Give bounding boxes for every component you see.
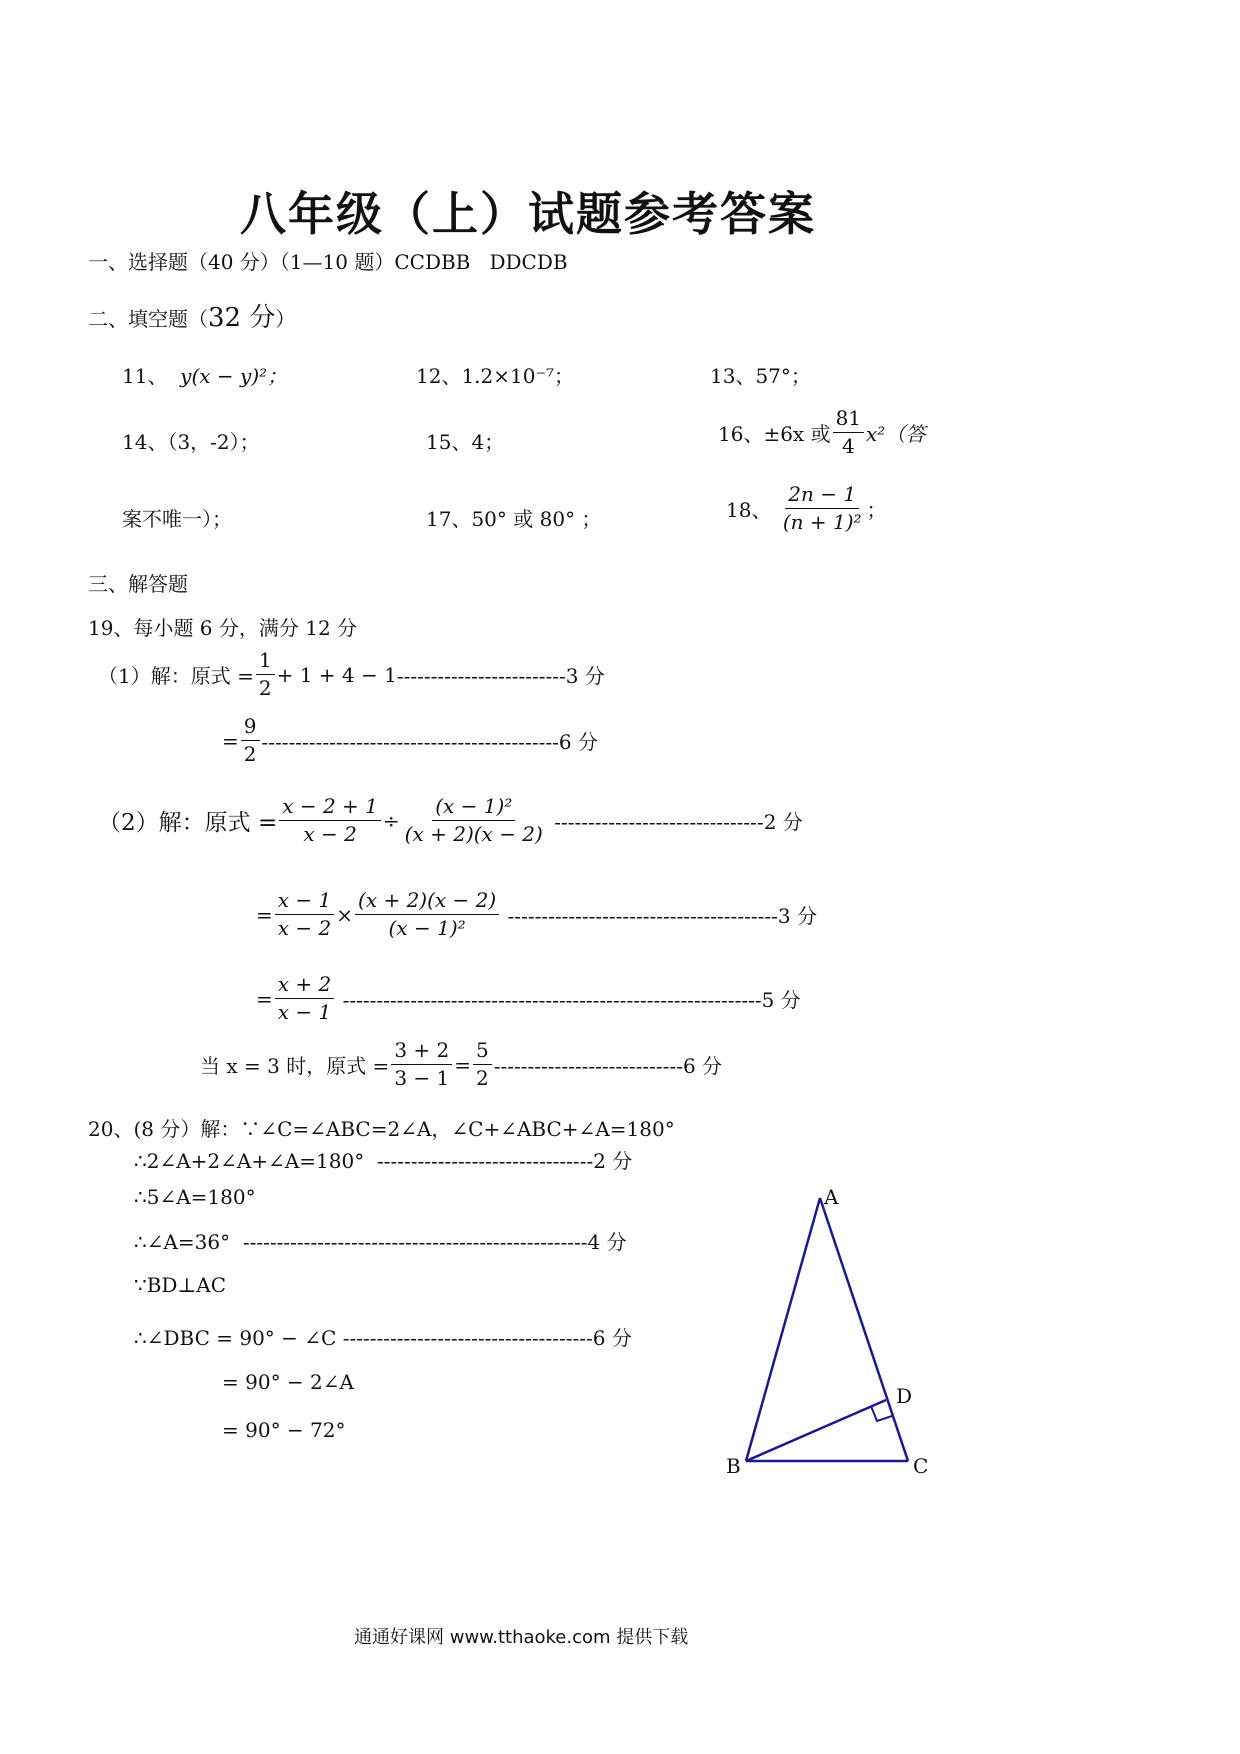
q19-part2-line4 xyxy=(200,1040,722,1089)
answer-11 xyxy=(122,360,287,389)
answer-18 xyxy=(726,484,887,533)
fraction xyxy=(833,408,864,457)
fraction-denominator: (x + 2)(x − 2) xyxy=(404,822,543,846)
times-sign: × xyxy=(336,902,354,927)
fraction-numerator: 5 xyxy=(473,1040,492,1065)
answer-text-a: ±6x 或 xyxy=(763,422,831,446)
q19-p1-line2-score: --------------------------------------------6 分 xyxy=(261,730,598,754)
fraction xyxy=(402,796,546,845)
q19-p2-score3: --------------------------------------------------------------5 分 xyxy=(342,988,801,1012)
q19-part2-line3 xyxy=(256,974,801,1023)
divide-sign: ÷ xyxy=(382,808,400,833)
answer-13 xyxy=(710,360,811,389)
right-angle-mark xyxy=(871,1406,892,1421)
q20-line2 xyxy=(134,1145,632,1174)
q20-line1: 20、(8 分）解：∵∠C=∠ABC=2∠A，∠C+∠ABC+∠A=180° xyxy=(88,1117,675,1141)
answer-tail: ； xyxy=(866,498,887,522)
q19-part1-line2 xyxy=(222,716,598,765)
fraction xyxy=(279,796,381,845)
fraction-denominator: 2 xyxy=(258,676,272,700)
answer-16-continued: 案不唯一）； xyxy=(122,507,232,531)
fraction-denominator: x − 2 xyxy=(303,822,357,846)
fraction-numerator: 2n − 1 xyxy=(785,484,859,509)
q19-part2-line2 xyxy=(256,890,817,939)
answer-17 xyxy=(426,503,601,532)
answer-text: 50° 或 80° ； xyxy=(471,507,602,531)
section2-close: ） xyxy=(275,307,296,331)
section2-label: 二、填空题（ xyxy=(88,307,208,331)
fraction-numerator: 9 xyxy=(241,716,260,741)
fraction-denominator: (n + 1)² xyxy=(782,510,862,534)
q19-p2-when: 当 x = 3 时，原式 = xyxy=(200,1054,390,1078)
section2-points: 32 分 xyxy=(208,303,276,333)
vertex-label-c: C xyxy=(913,1454,929,1478)
answer-num: 17、 xyxy=(426,507,472,531)
side-ac xyxy=(820,1198,908,1461)
fraction-denominator: x − 2 xyxy=(277,916,332,940)
q20-line8: = 90° − 72° xyxy=(222,1418,346,1442)
q20-step: ∴∠A=36° xyxy=(134,1230,231,1254)
q20-line6 xyxy=(134,1322,632,1351)
fraction-denominator: 2 xyxy=(243,742,257,766)
fraction-numerator: x − 2 + 1 xyxy=(279,796,381,821)
answer-num: 18、 xyxy=(726,498,772,522)
answer-text: （3，-2）； xyxy=(167,430,260,454)
fraction-numerator: 3 + 2 xyxy=(391,1040,452,1065)
q20-line7: = 90° − 2∠A xyxy=(222,1370,354,1394)
fraction-numerator: (x + 2)(x − 2) xyxy=(355,890,499,915)
answer-text: y(x − y)²； xyxy=(180,364,288,388)
q19-p2-score1: -------------------------------2 分 xyxy=(554,810,803,834)
fraction xyxy=(256,650,275,699)
answer-text: 57°； xyxy=(755,364,811,388)
q19-p2-prefix: （2）解：原式 = xyxy=(98,810,278,836)
q19-p1-rest: + 1 + 4 − 1 xyxy=(276,662,397,687)
answer-num: 11、 xyxy=(122,364,168,388)
q19-p1-prefix: （1）解：原式 = xyxy=(98,664,254,688)
fraction xyxy=(241,716,260,765)
fraction-denominator: 4 xyxy=(841,434,855,458)
section1-answers-a: CCDBB xyxy=(394,250,471,274)
vertex-label-a: A xyxy=(824,1185,839,1209)
answer-text: 1.2×10⁻⁷； xyxy=(461,364,575,388)
fraction-numerator: 1 xyxy=(256,650,275,675)
fraction xyxy=(275,890,334,939)
q19-part1-line1 xyxy=(98,650,605,699)
q20-step: ∴∠DBC = 90° − ∠C xyxy=(134,1326,337,1350)
answer-num: 12、 xyxy=(416,364,462,388)
section3-label: 三、解答题 xyxy=(88,572,188,596)
answer-16 xyxy=(718,408,925,457)
fraction xyxy=(275,974,334,1023)
q20-score: --------------------------------2 分 xyxy=(376,1149,633,1173)
q20-score: -------------------------------------6 分 xyxy=(342,1326,632,1350)
fraction-denominator: 2 xyxy=(476,1066,489,1090)
answer-12 xyxy=(416,360,574,389)
triangle-figure xyxy=(720,1180,950,1480)
section1-line xyxy=(88,246,568,275)
side-ab xyxy=(746,1198,820,1461)
q19-p2-score4: ----------------------------6 分 xyxy=(493,1054,723,1078)
fraction-denominator: x − 1 xyxy=(277,1000,332,1024)
answer-num: 15、 xyxy=(426,430,472,454)
answer-14 xyxy=(122,426,260,455)
vertex-label-d: D xyxy=(896,1384,913,1408)
q19-header: 19、每小题 6 分，满分 12 分 xyxy=(88,616,358,640)
fraction-numerator: 81 xyxy=(833,408,864,433)
vertex-label-b: B xyxy=(726,1454,741,1478)
equals-sign: = xyxy=(256,902,273,927)
answer-num: 16、 xyxy=(718,422,764,446)
fraction-denominator: 3 − 1 xyxy=(394,1066,450,1090)
fraction-numerator: x − 1 xyxy=(275,890,334,915)
fraction xyxy=(473,1040,492,1089)
q19-p1-score: -------------------------3 分 xyxy=(396,664,605,688)
q20-line5: ∵BD⊥AC xyxy=(134,1273,227,1297)
q20-line4 xyxy=(134,1226,627,1255)
q19-part2-line1 xyxy=(98,796,803,845)
q20-score: ---------------------------------------------------4 分 xyxy=(242,1230,627,1254)
section1-label: 一、选择题（40 分）（1—10 题） xyxy=(88,250,395,274)
q19-p2-score2: ----------------------------------------3 分 xyxy=(507,904,817,928)
segment-bd xyxy=(746,1400,886,1461)
equals-sign: = xyxy=(256,986,273,1011)
fraction-numerator: (x − 1)² xyxy=(432,796,515,821)
q20-line3: ∴5∠A=180° xyxy=(134,1185,256,1209)
fraction xyxy=(780,484,865,533)
answer-text: 4； xyxy=(471,430,505,454)
q20-step: ∴2∠A+2∠A+∠A=180° xyxy=(134,1149,365,1173)
fraction-numerator: x + 2 xyxy=(275,974,334,999)
answer-num: 14、 xyxy=(122,430,168,454)
section2-heading xyxy=(88,297,295,334)
answer-text-b: x²（答 xyxy=(866,422,926,446)
section1-answers-b: DDCDB xyxy=(489,250,568,274)
fraction xyxy=(355,890,499,939)
page-title: 八年级（上）试题参考答案 xyxy=(240,187,816,241)
equals-sign: = xyxy=(222,728,239,753)
answer-num: 13、 xyxy=(710,364,756,388)
fraction-denominator: (x − 1)² xyxy=(388,916,466,940)
page-footer: 通通好课网 www.tthaoke.com 提供下载 xyxy=(354,1627,689,1648)
answer-15 xyxy=(426,426,504,455)
fraction xyxy=(391,1040,452,1089)
equals-sign: = xyxy=(454,1052,471,1077)
